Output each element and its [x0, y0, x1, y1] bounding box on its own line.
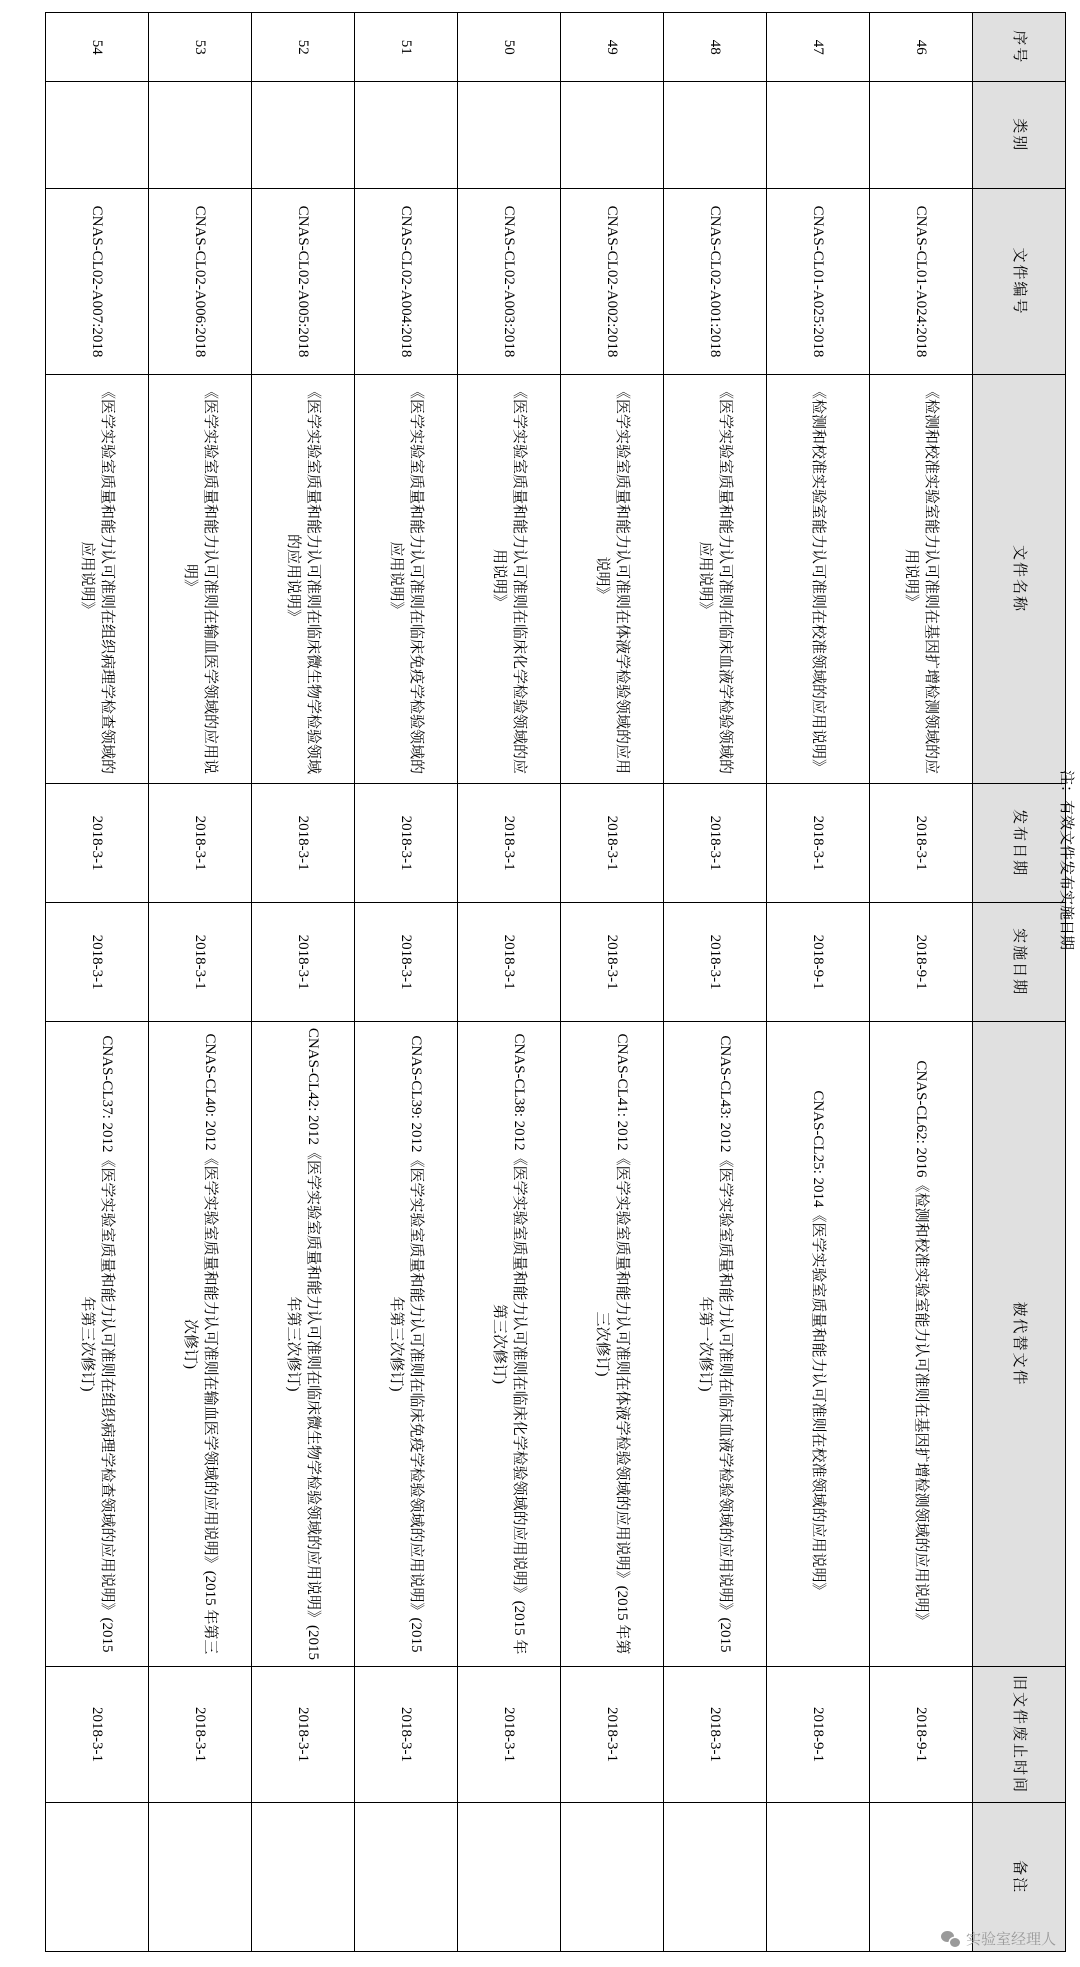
header-category: 类别	[973, 82, 1066, 189]
header-effective-date: 实施日期	[973, 903, 1066, 1022]
cell-category	[664, 82, 767, 189]
cell-doc-no: CNAS-CL02-A003:2018	[458, 189, 561, 375]
table-row	[664, 13, 767, 1952]
header-abolish-date: 旧文件废止时间	[973, 1666, 1066, 1802]
cell-seq: 51	[355, 13, 458, 82]
cell-abolish-date: 2018-3-1	[664, 1666, 767, 1802]
cell-seq: 48	[664, 13, 767, 82]
cell-remark	[355, 1803, 458, 1952]
wechat-icon	[941, 1931, 960, 1947]
table-row	[767, 13, 870, 1952]
table-note: 注：有效文件发布实施日期	[1058, 770, 1074, 951]
header-replaced-doc: 被代替文件	[973, 1022, 1066, 1667]
cell-replaced-doc: CNAS-CL38: 2012《医学实验室质量和能力认可准则在临床化学检验领域的应用说明》(2015 年第三次修订)	[458, 1022, 561, 1667]
cell-replaced-doc: CNAS-CL25: 2014《医学实验室质量和能力认可准则在校准领域的应用说明》	[767, 1022, 870, 1667]
cell-publish-date: 2018-3-1	[870, 784, 973, 903]
cell-effective-date: 2018-9-1	[767, 903, 870, 1022]
cell-category	[355, 82, 458, 189]
cell-publish-date: 2018-3-1	[458, 784, 561, 903]
cell-remark	[664, 1803, 767, 1952]
table-row	[149, 13, 252, 1952]
table-row	[355, 13, 458, 1952]
cell-category	[252, 82, 355, 189]
cell-remark	[46, 1803, 149, 1952]
cell-publish-date: 2018-3-1	[664, 784, 767, 903]
cell-effective-date: 2018-3-1	[355, 903, 458, 1022]
cell-doc-no: CNAS-CL02-A001:2018	[664, 189, 767, 375]
cell-effective-date: 2018-3-1	[664, 903, 767, 1022]
cell-doc-name: 《医学实验室质量和能力认可准则在临床化学检验领域的应用说明》	[458, 374, 561, 783]
cell-replaced-doc: CNAS-CL37: 2012《医学实验室质量和能力认可准则在组织病理学检查领域的应用说明》(2015 年第三次修订)	[46, 1022, 149, 1667]
cell-doc-no: CNAS-CL02-A002:2018	[561, 189, 664, 375]
cell-abolish-date: 2018-3-1	[149, 1666, 252, 1802]
table-row	[252, 13, 355, 1952]
cell-doc-no: CNAS-CL02-A007:2018	[46, 189, 149, 375]
cell-doc-name: 《医学实验室质量和能力认可准则在组织病理学检查领域的应用说明》	[46, 374, 149, 783]
cell-category	[46, 82, 149, 189]
cell-effective-date: 2018-3-1	[561, 903, 664, 1022]
cell-abolish-date: 2018-9-1	[767, 1666, 870, 1802]
document-list-table	[45, 12, 1066, 1952]
table-header	[973, 13, 1066, 1952]
table-body	[46, 13, 973, 1952]
table-row	[458, 13, 561, 1952]
cell-publish-date: 2018-3-1	[767, 784, 870, 903]
cell-seq: 54	[46, 13, 149, 82]
cell-replaced-doc: CNAS-CL43: 2012《医学实验室质量和能力认可准则在临床血液学检验领域的应用说明》(2015 年第一次修订)	[664, 1022, 767, 1667]
source-badge-label: 实验室经理人	[965, 1931, 1056, 1948]
header-doc-name: 文件名称	[973, 374, 1066, 783]
cell-doc-no: CNAS-CL02-A006:2018	[149, 189, 252, 375]
cell-effective-date: 2018-9-1	[870, 903, 973, 1022]
cell-seq: 50	[458, 13, 561, 82]
cell-doc-no: CNAS-CL01-A025:2018	[767, 189, 870, 375]
cell-doc-no: CNAS-CL02-A005:2018	[252, 189, 355, 375]
cell-replaced-doc: CNAS-CL39: 2012《医学实验室质量和能力认可准则在临床免疫学检验领域的应用说明》(2015 年第三次修订)	[355, 1022, 458, 1667]
header-publish-date: 发布日期	[973, 784, 1066, 903]
cell-abolish-date: 2018-3-1	[561, 1666, 664, 1802]
table-row	[46, 13, 149, 1952]
cell-doc-no: CNAS-CL01-A024:2018	[870, 189, 973, 375]
cell-doc-name: 《医学实验室质量和能力认可准则在体液学检验领域的应用说明》	[561, 374, 664, 783]
table-header-row	[973, 13, 1066, 1952]
cell-effective-date: 2018-3-1	[149, 903, 252, 1022]
cell-doc-name: 《医学实验室质量和能力认可准则在临床血液学检验领域的应用说明》	[664, 374, 767, 783]
cell-seq: 49	[561, 13, 664, 82]
cell-category	[561, 82, 664, 189]
cell-remark	[252, 1803, 355, 1952]
cell-abolish-date: 2018-3-1	[355, 1666, 458, 1802]
cell-doc-name: 《医学实验室质量和能力认可准则在临床微生物学检验领域的应用说明》	[252, 374, 355, 783]
cell-seq: 53	[149, 13, 252, 82]
cell-abolish-date: 2018-9-1	[870, 1666, 973, 1802]
header-remark: 备注	[973, 1803, 1066, 1952]
cell-seq: 47	[767, 13, 870, 82]
table-row	[870, 13, 973, 1952]
header-doc-no: 文件编号	[973, 189, 1066, 375]
cell-remark	[767, 1803, 870, 1952]
cell-effective-date: 2018-3-1	[46, 903, 149, 1022]
cell-publish-date: 2018-3-1	[252, 784, 355, 903]
cell-effective-date: 2018-3-1	[252, 903, 355, 1022]
cell-abolish-date: 2018-3-1	[46, 1666, 149, 1802]
source-badge	[941, 1928, 1056, 1949]
cell-doc-name: 《检测和校准实验室能力认可准则在校准领域的应用说明》	[767, 374, 870, 783]
cell-category	[458, 82, 561, 189]
table-row	[561, 13, 664, 1952]
cell-publish-date: 2018-3-1	[46, 784, 149, 903]
cell-publish-date: 2018-3-1	[561, 784, 664, 903]
cell-publish-date: 2018-3-1	[149, 784, 252, 903]
cell-doc-no: CNAS-CL02-A004:2018	[355, 189, 458, 375]
cell-seq: 46	[870, 13, 973, 82]
cell-publish-date: 2018-3-1	[355, 784, 458, 903]
cell-category	[870, 82, 973, 189]
cell-replaced-doc: CNAS-CL40: 2012《医学实验室质量和能力认可准则在输血医学领域的应用说明》(2015 年第三次修订)	[149, 1022, 252, 1667]
cell-category	[767, 82, 870, 189]
header-seq: 序号	[973, 13, 1066, 82]
cell-category	[149, 82, 252, 189]
cell-replaced-doc: CNAS-CL42: 2012《医学实验室质量和能力认可准则在临床微生物学检验领域的应用说明》(2015 年第三次修订)	[252, 1022, 355, 1667]
cell-doc-name: 《检测和校准实验室能力认可准则在基因扩增检测领域的应用说明》	[870, 374, 973, 783]
cell-doc-name: 《医学实验室质量和能力认可准则在输血医学领域的应用说明》	[149, 374, 252, 783]
cell-replaced-doc: CNAS-CL62: 2016《检测和校准实验室能力认可准则在基因扩增检测领域的应用说明》	[870, 1022, 973, 1667]
cell-replaced-doc: CNAS-CL41: 2012《医学实验室质量和能力认可准则在体液学检验领域的应用说明》(2015 年第三次修订)	[561, 1022, 664, 1667]
cell-doc-name: 《医学实验室质量和能力认可准则在临床免疫学检验领域的应用说明》	[355, 374, 458, 783]
cell-seq: 52	[252, 13, 355, 82]
cell-remark	[561, 1803, 664, 1952]
cell-remark	[458, 1803, 561, 1952]
cell-abolish-date: 2018-3-1	[252, 1666, 355, 1802]
cell-remark	[149, 1803, 252, 1952]
cell-effective-date: 2018-3-1	[458, 903, 561, 1022]
cell-abolish-date: 2018-3-1	[458, 1666, 561, 1802]
